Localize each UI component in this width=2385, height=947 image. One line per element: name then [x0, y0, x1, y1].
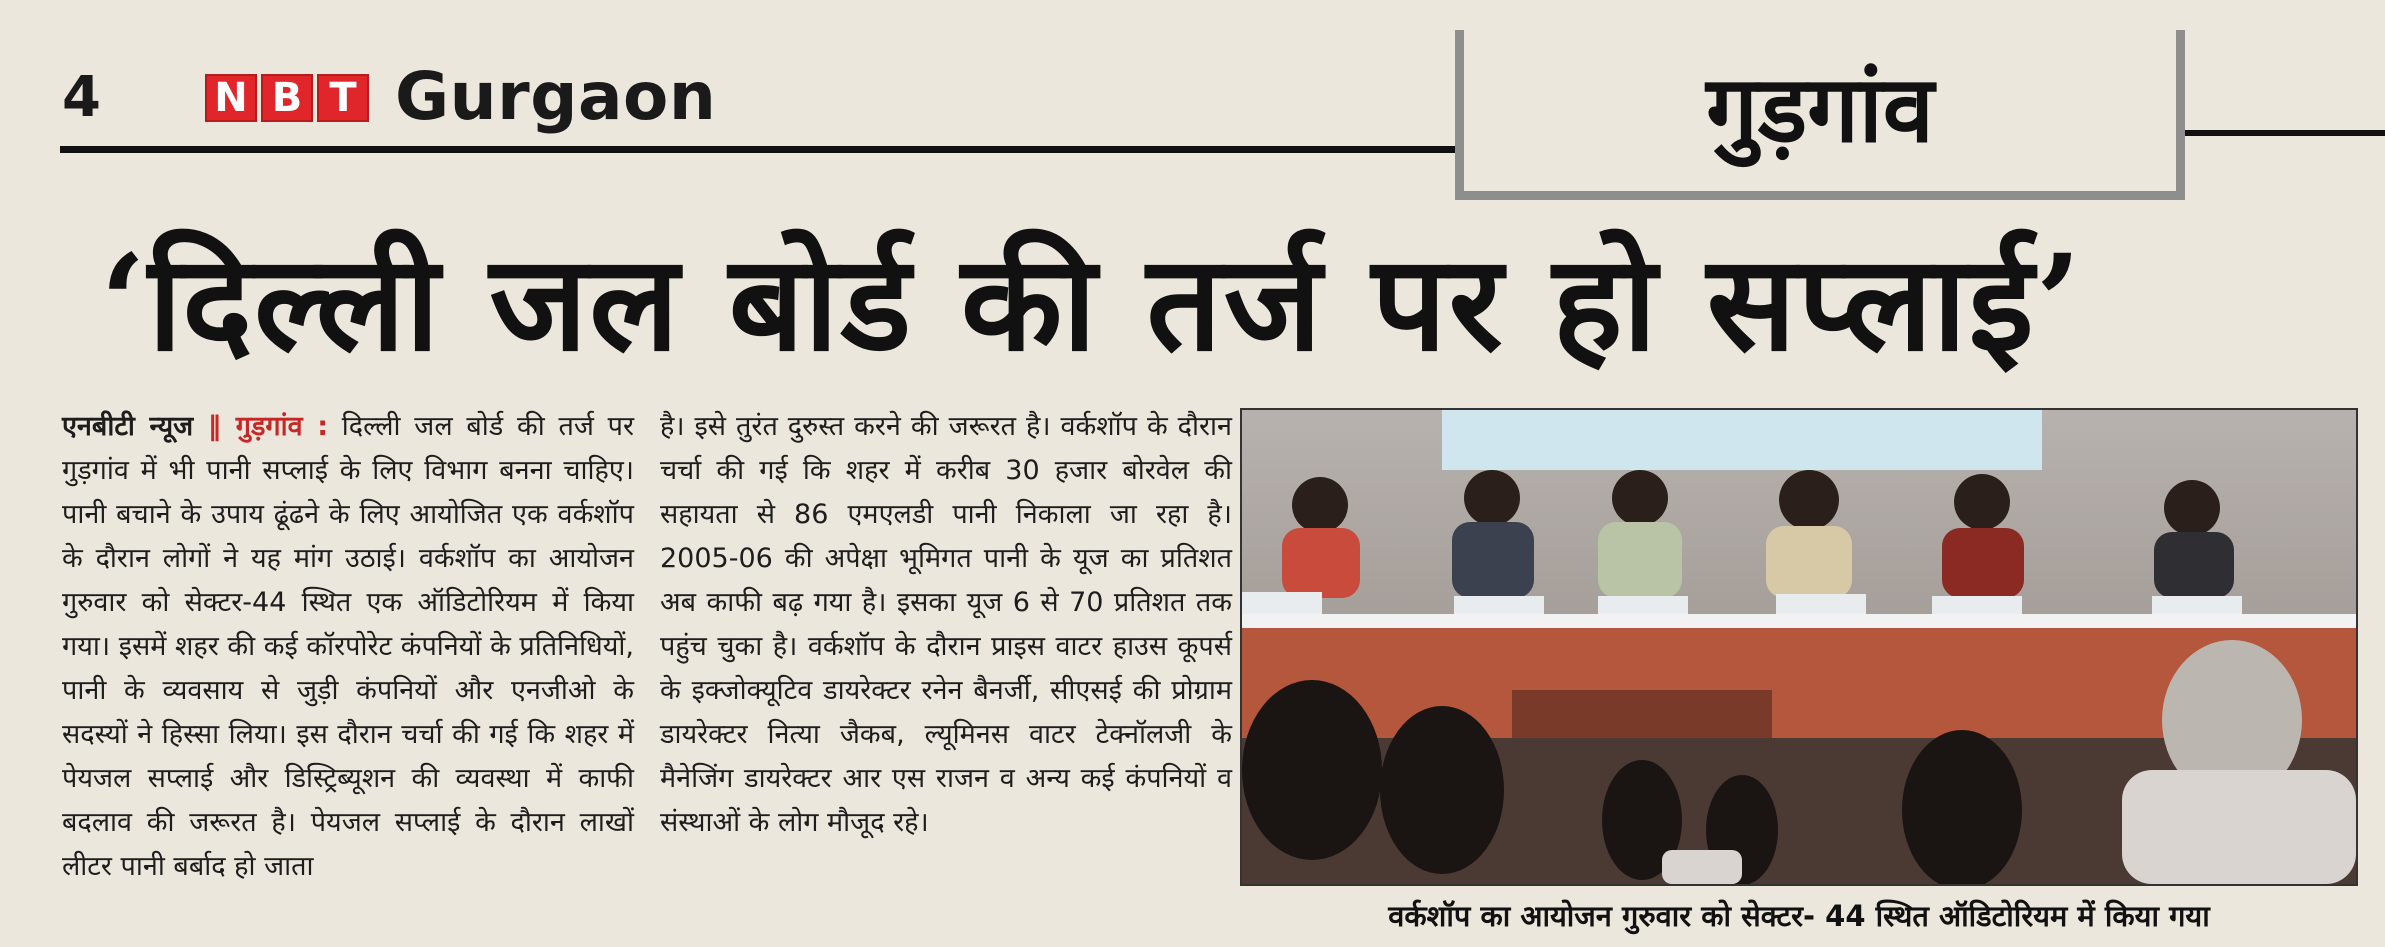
city-label: गुड़गांव [1706, 55, 1934, 163]
workshop-photo-image [1242, 410, 2356, 884]
column-2-text: है। इसे तुरंत दुरुस्त करने की जरूरत है। वर्कशॉप के दौरान चर्चा की गई कि शहर में करीब 30 हजार बोरवेल की सहायता से 86 एमएलडी पानी निकाला जा रहा है। 2005-06 की अपेक्षा भूमिगत पानी के यूज का प्रतिशत अब काफी बढ़ गया है। इसका यूज 6 से 70 प्रतिशत तक पहुंच चुका है। वर्कशॉप के दौरान प्राइस वाटर हाउस कूपर्स के इक्जोक्यूटिव डायरेक्टर रनेन बैनर्जी, सीएसई की प्रोग्राम डायरेक्टर नित्या जैकब, ल्यूमिनस वाटर टेक्नॉलजी के मैनेजिंग डायरेक्टर आर एस राजन व अन्य कई कंपनियों व संस्थाओं के लोग मौजूद रहे। [660, 411, 1232, 838]
article-headline: ‘दिल्ली जल बोर्ड की तर्ज पर हो सप्लाई’ [100, 226, 2084, 381]
column-1-text: दिल्ली जल बोर्ड की तर्ज पर गुड़गांव में भी पानी सप्लाई के लिए विभाग बनना चाहिए। पानी बचाने के उपाय ढूंढने के लिए आयोजित एक वर्कशॉप के दौरान लोगों ने यह मांग उठाई। वर्कशॉप का आयोजन गुरुवार को सेक्टर-44 स्थित एक ऑडिटोरियम में किया गया। इसमें शहर की कई कॉरपोरेट कंपनियों के प्रतिनिधियों, पानी के व्यवसाय से जुड़ी कंपनियों और एनजीओ के सदस्यों ने हिस्सा लिया। इस दौरान चर्चा की गई कि शहर में पेयजल सप्लाई और डिस्ट्रिब्यूशन की व्यवस्था में काफी बदलाव की जरूरत है। पेयजल सप्लाई के दौरान लाखों लीटर पानी बर्बाद हो जाता [62, 411, 634, 882]
dateline: गुड़गांव : [235, 411, 328, 442]
edition-name: Gurgaon [395, 58, 717, 135]
byline: एनबीटी न्यूज [62, 411, 194, 442]
logo-letter-b: B [261, 74, 313, 122]
logo-letter-t: T [317, 74, 369, 122]
nbt-logo [205, 74, 369, 122]
workshop-photo [1240, 408, 2358, 886]
logo-letter-n: N [205, 74, 257, 122]
masthead-rule-right [2185, 130, 2385, 136]
masthead-rule-left [60, 146, 1455, 153]
article-column-1 [62, 405, 634, 889]
page-number: 4 [62, 65, 101, 130]
city-label-frame [1455, 30, 2185, 200]
byline-separator: ‖ [193, 411, 236, 442]
article-column-2 [660, 405, 1232, 845]
photo-caption: वर्कशॉप का आयोजन गुरुवार को सेक्टर- 44 स्थित ऑडिटोरियम में किया गया [1388, 899, 2210, 933]
